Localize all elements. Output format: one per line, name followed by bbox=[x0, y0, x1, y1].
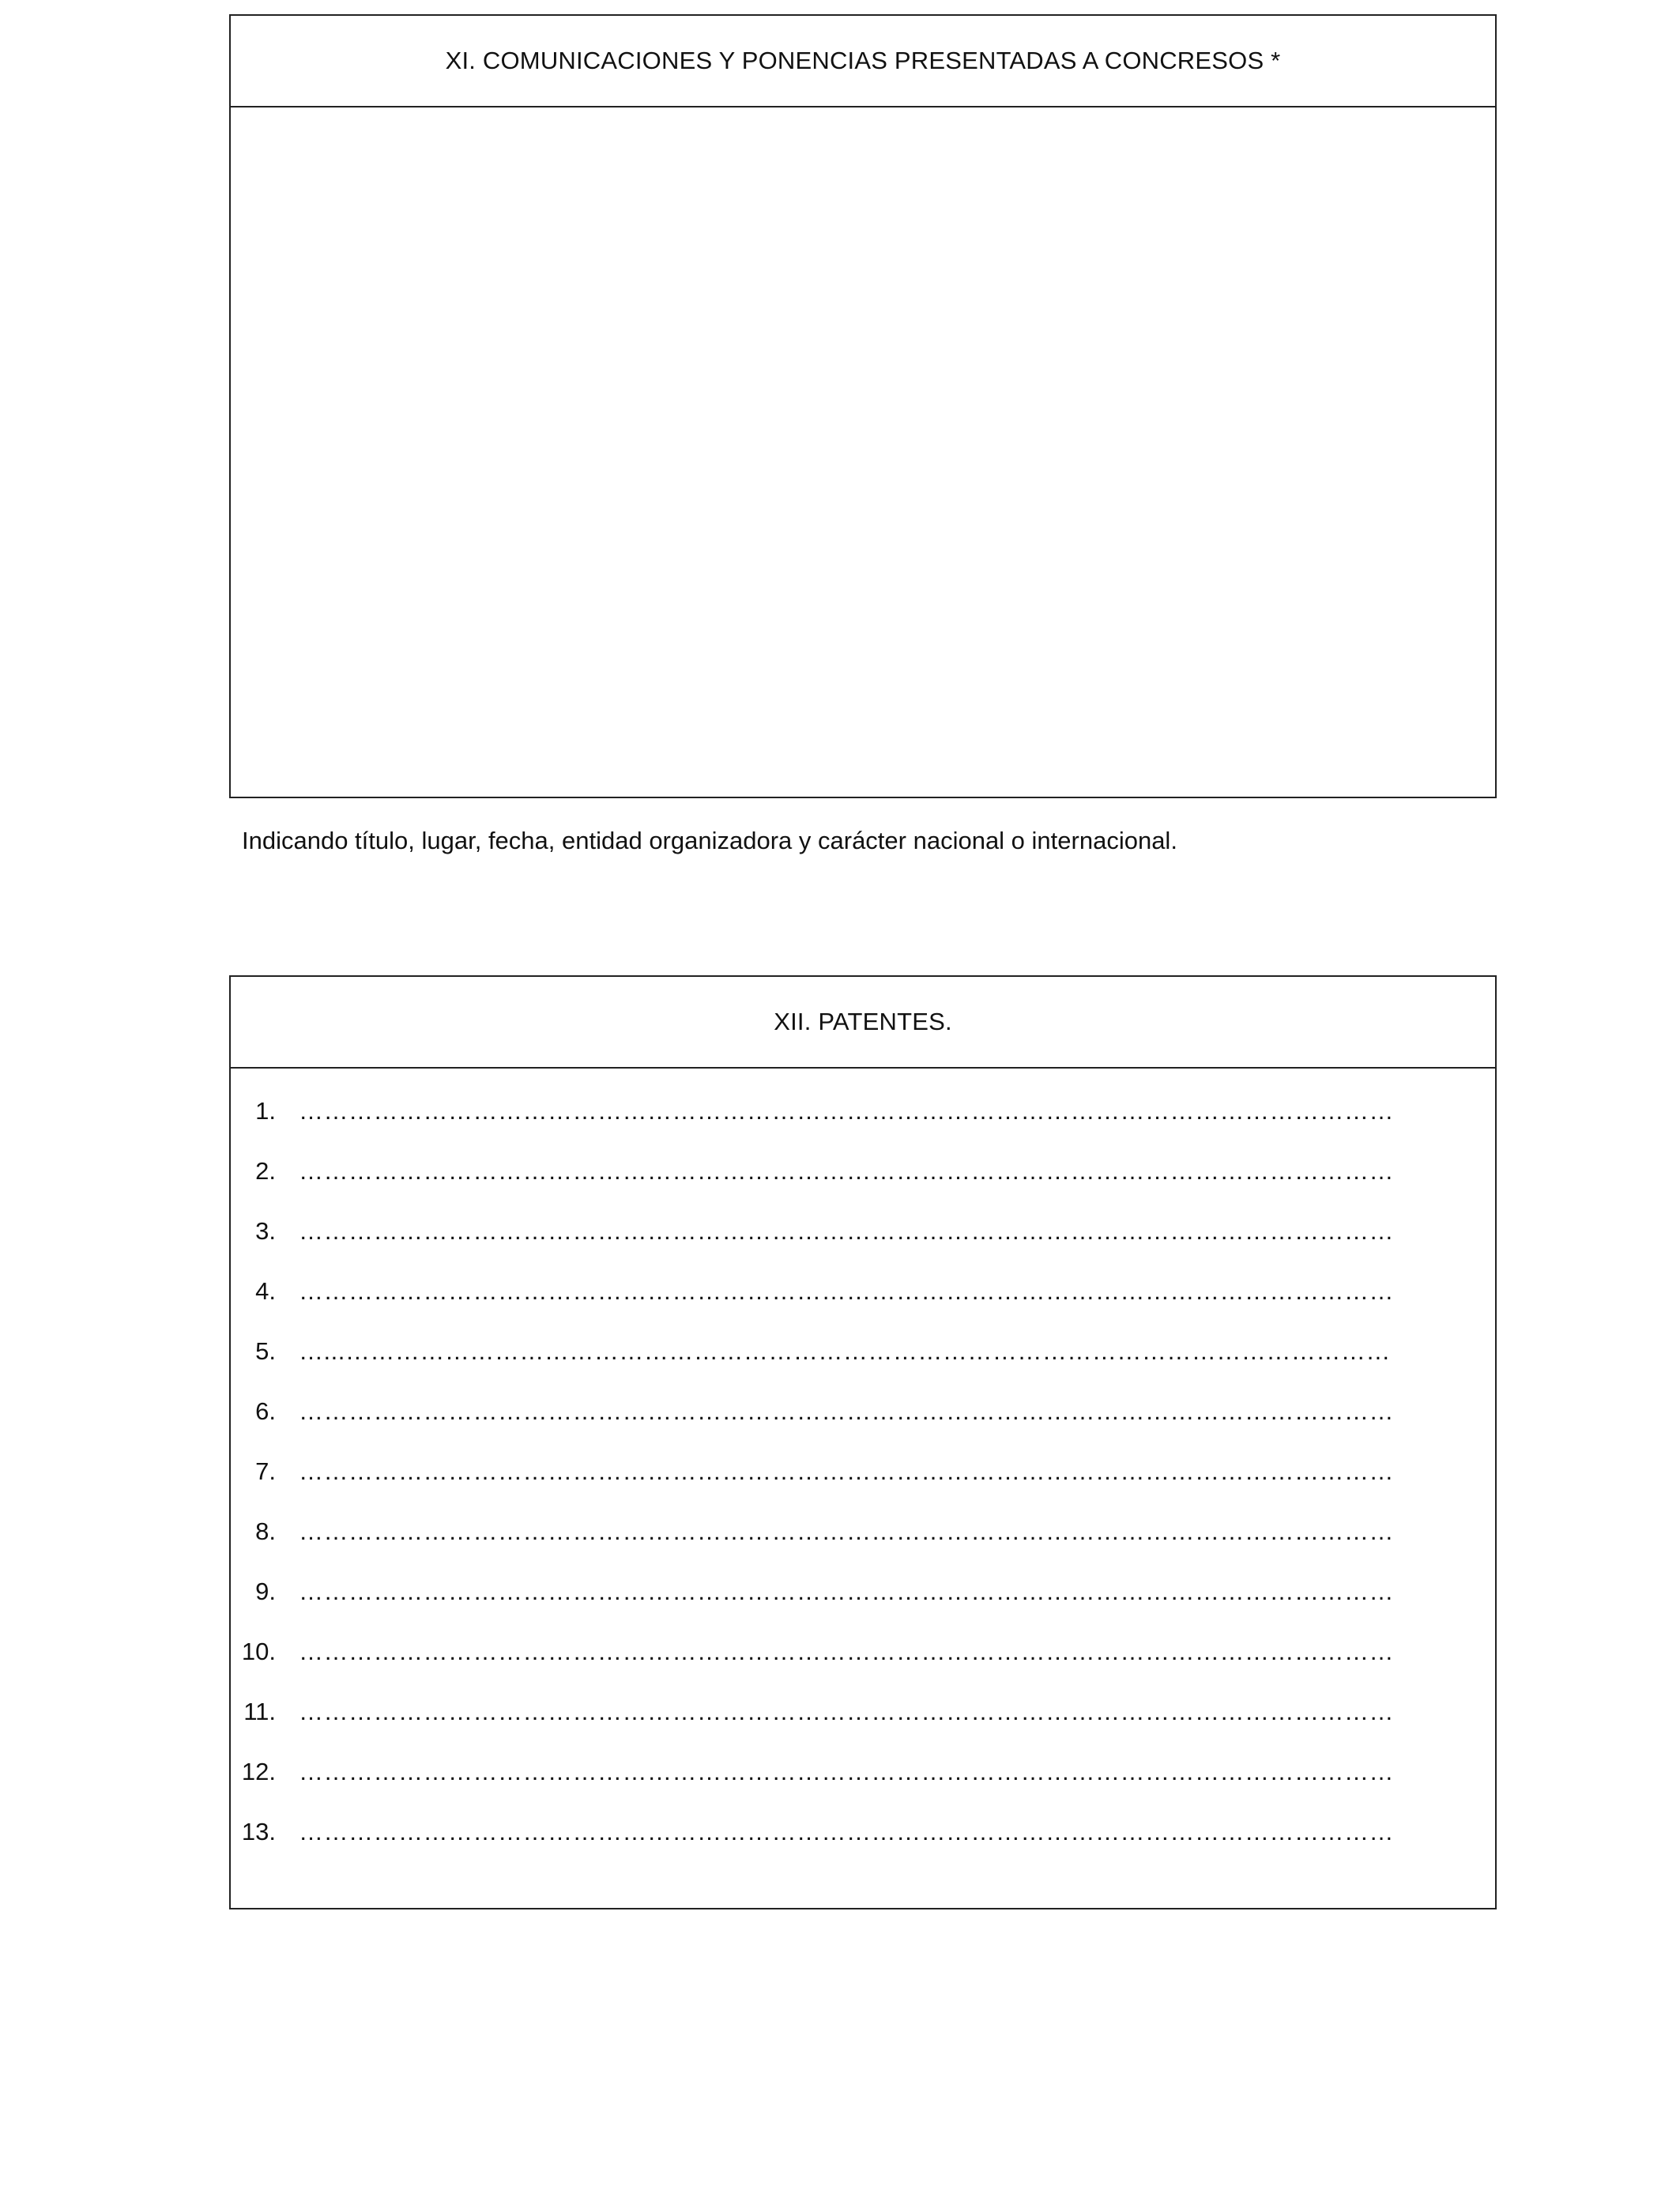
list-item[interactable] bbox=[0, 1457, 1680, 1517]
list-item-dotted-line[interactable]: …………………………………………………………………………………………………………………… bbox=[299, 1578, 1394, 1605]
list-item-dotted-line[interactable]: …………………………………………………………………………………………………………………… bbox=[299, 1157, 1394, 1185]
list-item[interactable] bbox=[0, 1157, 1680, 1217]
list-item[interactable] bbox=[0, 1758, 1680, 1818]
list-item-number: 11. bbox=[243, 1698, 276, 1725]
list-item[interactable] bbox=[0, 1578, 1680, 1638]
list-item[interactable] bbox=[0, 1517, 1680, 1578]
list-item[interactable] bbox=[0, 1818, 1680, 1878]
list-item[interactable] bbox=[0, 1638, 1680, 1698]
list-item-dotted-line[interactable]: …………………………………………………………………………………………………………………… bbox=[299, 1217, 1394, 1245]
list-item-number: 13. bbox=[241, 1818, 276, 1845]
list-item[interactable] bbox=[0, 1097, 1680, 1157]
list-item-number: 4. bbox=[255, 1277, 276, 1305]
list-item-number: 1. bbox=[255, 1097, 276, 1125]
list-item-number: 12. bbox=[241, 1758, 276, 1785]
list-item-dotted-line[interactable]: …………………………………………………………………………………………………………………… bbox=[299, 1277, 1394, 1305]
list-item-dotted-line[interactable]: …………………………………………………………………………………………………………………… bbox=[299, 1397, 1394, 1425]
section-xii-title: XII. PATENTES. bbox=[231, 977, 1495, 1069]
list-item-dotted-line[interactable]: …………………………………………………………………………………………………………………… bbox=[299, 1638, 1394, 1665]
list-item[interactable] bbox=[0, 1698, 1680, 1758]
section-xi-box bbox=[229, 14, 1497, 798]
list-item-number: 8. bbox=[255, 1517, 276, 1545]
list-item-number: 9. bbox=[255, 1578, 276, 1605]
section-xi-title: XI. COMUNICACIONES Y PONENCIAS PRESENTADAS A CONCRESOS * bbox=[231, 16, 1495, 107]
list-item[interactable] bbox=[0, 1277, 1680, 1337]
list-item-dotted-line[interactable]: …………………………………………………………………………………………………………………… bbox=[299, 1517, 1394, 1545]
list-item-dotted-line[interactable]: …………………………………………………………………………………………………………………… bbox=[299, 1457, 1394, 1485]
list-item-dotted-line[interactable]: …...……………………………………………………………………………………………………………… bbox=[299, 1337, 1391, 1365]
list-item-number: 7. bbox=[255, 1457, 276, 1485]
list-item-dotted-line[interactable]: …………………………………………………………………………………………………………………… bbox=[299, 1758, 1394, 1785]
list-item[interactable] bbox=[0, 1217, 1680, 1277]
list-item-number: 5. bbox=[255, 1337, 276, 1365]
list-item[interactable] bbox=[0, 1397, 1680, 1457]
list-item[interactable] bbox=[0, 1337, 1680, 1397]
list-item-dotted-line[interactable]: …………………………………………………………………………………………………………………… bbox=[299, 1818, 1394, 1845]
section-xi-note: Indicando título, lugar, fecha, entidad organizadora y carácter nacional o internacional. bbox=[242, 827, 1177, 854]
patent-list bbox=[0, 1097, 1680, 1878]
list-item-number: 6. bbox=[255, 1397, 276, 1425]
list-item-dotted-line[interactable]: …………………………………………………………………………………………………………………… bbox=[299, 1698, 1394, 1725]
list-item-number: 10. bbox=[241, 1638, 276, 1665]
list-item-number: 2. bbox=[255, 1157, 276, 1185]
list-item-number: 3. bbox=[255, 1217, 276, 1245]
list-item-dotted-line[interactable]: …………………………………………………………………………………………………………………… bbox=[299, 1097, 1394, 1125]
